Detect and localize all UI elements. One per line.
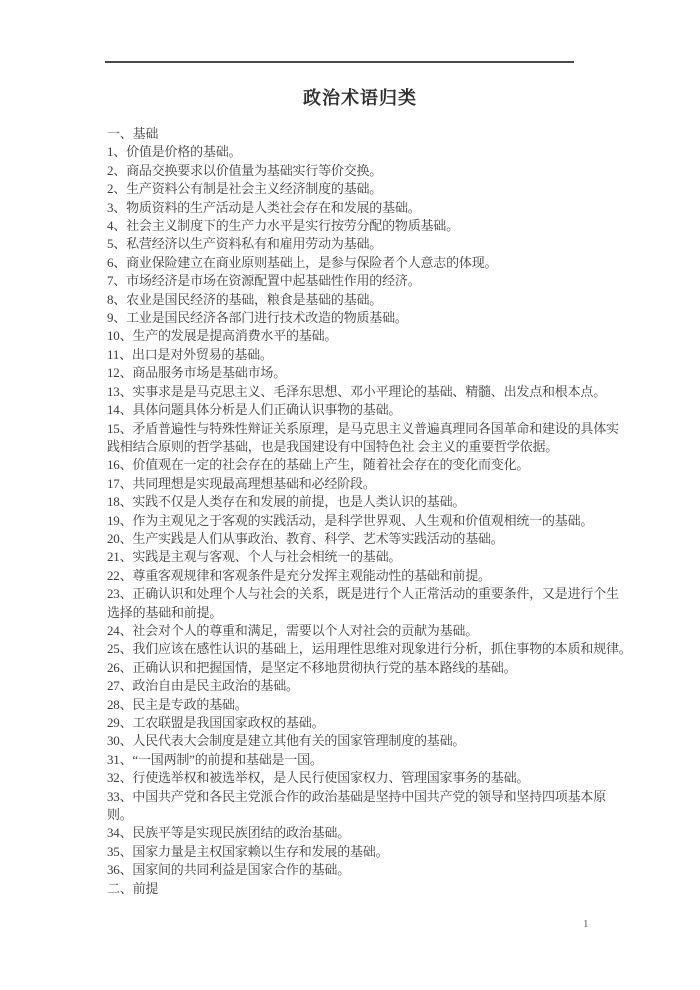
text-line: 29、工农联盟是我国国家政权的基础。 — [107, 715, 325, 730]
text-line: 18、实践不仅是人类存在和发展的前提，也是人类认识的基础。 — [107, 494, 466, 510]
text-line: 35、国家力量是主权国家赖以生存和发展的基础。 — [107, 843, 389, 859]
text-line: 28、民主是专政的基础。 — [107, 696, 248, 712]
text-line: 33、中国共产党和各民主党派合作的政治基础是坚持中国共产党的领导和坚持四项基本原 — [107, 788, 607, 804]
page-title: 政治术语归类 — [303, 88, 417, 108]
document-body — [107, 125, 632, 898]
page-number: 1 — [583, 918, 589, 930]
text-line: 8、农业是国民经济的基础，粮食是基础的基础。 — [107, 291, 383, 307]
content-area — [107, 87, 632, 898]
text-line: 12、商品服务市场是基础市场。 — [107, 365, 287, 381]
text-line: 30、人民代表大会制度是建立其他有关的国家管理制度的基础。 — [107, 733, 466, 749]
text-line: 4、社会主义制度下的生产力水平是实行按劳分配的物质基础。 — [107, 218, 459, 234]
text-line: 22、尊重客观规律和客观条件是充分发挥主观能动性的基础和前提。 — [107, 567, 491, 583]
text-line: 34、民族平等是实现民族团结的政治基础。 — [107, 825, 351, 841]
text-line: 13、实事求是是马克思主义、毛泽东思想、邓小平理论的基础、精髓、出发点和根本点。 — [107, 383, 607, 399]
text-line: 1、价值是价格的基础。 — [107, 144, 242, 160]
text-line: 27、政治自由是民主政治的基础。 — [107, 678, 299, 694]
text-line: 19、作为主观见之于客观的实践活动，是科学世界观、人生观和价值观相统一的基础。 — [107, 512, 594, 528]
text-line: 36、国家间的共同利益是国家合作的基础。 — [107, 862, 351, 878]
text-line: 11、出口是对外贸易的基础。 — [107, 346, 273, 362]
text-line: 践相结合原则的哲学基础，也是我国建设有中国特色社 会主义的重要哲学依据。 — [107, 438, 559, 454]
text-line: 15、矛盾普遍性与特殊性辩证关系原理，是马克思主义普遍真理同各国革命和建设的具体实 — [107, 420, 619, 436]
text-line: 21、实践是主观与客观、个人与社会相统一的基础。 — [107, 549, 402, 565]
text-line: 则。 — [107, 807, 133, 823]
header-rule — [105, 61, 574, 63]
text-line: 20、生产实践是人们从事政治、教育、科学、艺术等实践活动的基础。 — [107, 530, 504, 546]
text-line: 16、价值观在一定的社会存在的基础上产生，随着社会存在的变化而变化。 — [107, 457, 530, 473]
text-line: 23、正确认识和处理个人与社会的关系，既是进行个人正常活动的重要条件，又是进行个生 — [107, 586, 619, 602]
text-line: 3、物质资料的生产活动是人类社会存在和发展的基础。 — [107, 199, 421, 215]
section-heading: 一、基础 — [107, 126, 159, 141]
text-line: 31、“一国两制”的前提和基础是一国。 — [107, 751, 323, 767]
text-line: 10、生产的发展是提高消费水平的基础。 — [107, 328, 338, 344]
text-line: 2、商品交换要求以价值量为基础实行等价交换。 — [107, 162, 383, 178]
text-line: 选择的基础和前提。 — [107, 604, 223, 620]
section-heading: 二、前提 — [107, 880, 159, 896]
text-line: 9、工业是国民经济各部门进行技术改造的物质基础。 — [107, 310, 408, 326]
text-line: 6、商业保险建立在商业原则基础上，是参与保险者个人意志的体现。 — [107, 254, 498, 270]
text-line: 14、具体问题具体分析是人们正确认识事物的基础。 — [107, 402, 402, 418]
text-line: 25、我们应该在感性认识的基础上，运用理性思维对现象进行分析，抓住事物的本质和规律。 — [107, 641, 632, 657]
text-line: 32、行使选举权和被选举权，是人民行使国家权力、管理国家事务的基础。 — [107, 770, 530, 786]
text-line: 7、市场经济是市场在资源配置中起基础性作用的经济。 — [107, 273, 421, 289]
text-line: 24、社会对个人的尊重和满足，需要以个人对社会的贡献为基础。 — [107, 622, 479, 638]
text-line: 2、生产资料公有制是社会主义经济制度的基础。 — [107, 181, 383, 197]
text-line: 17、共同理想是实现最高理想基础和必经阶段。 — [107, 475, 376, 491]
text-line: 26、正确认识和把握国情，是坚定不移地贯彻执行党的基本路线的基础。 — [107, 659, 517, 675]
text-line: 5、私营经济以生产资料私有和雇用劳动为基础。 — [107, 236, 383, 252]
